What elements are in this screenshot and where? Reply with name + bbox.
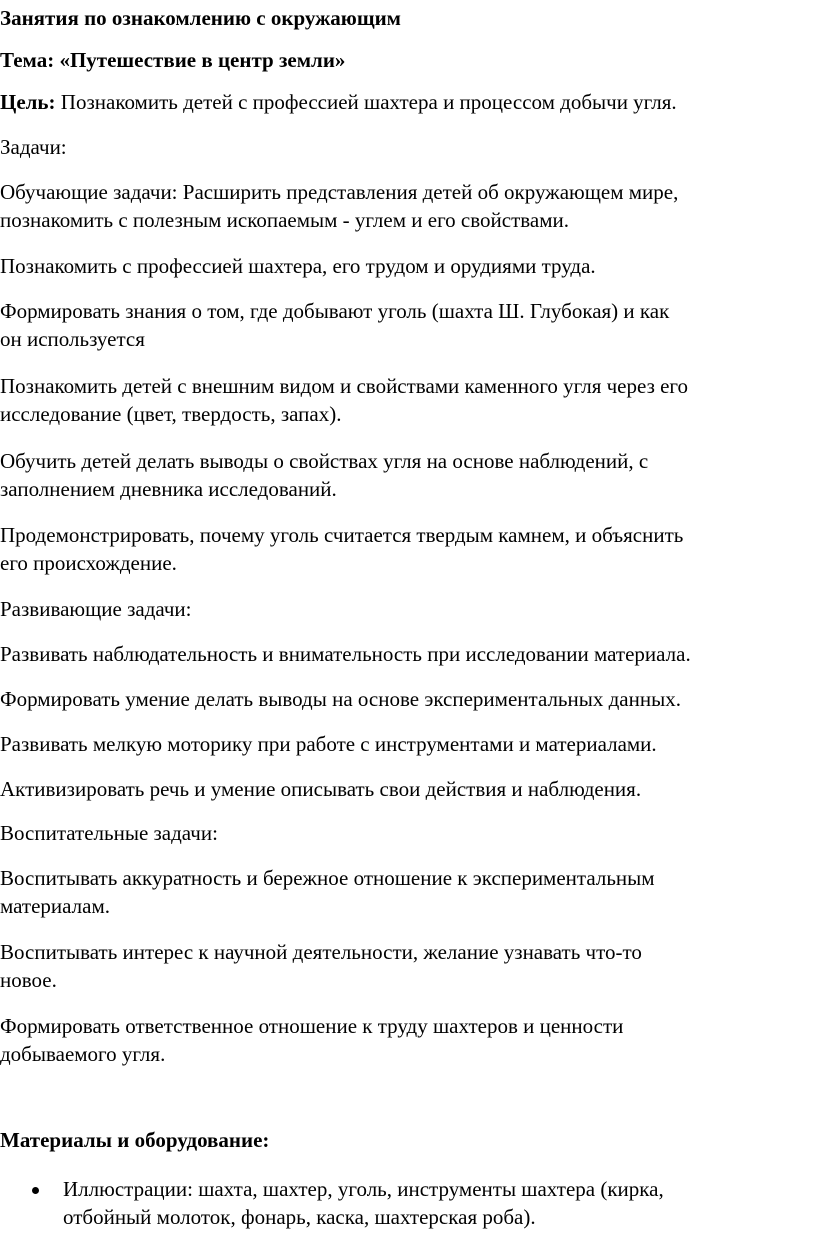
materials-item-1-line2: отбойный молоток, фонарь, каска, шахтерская роба). xyxy=(63,1205,536,1229)
tasks-label: Задачи: xyxy=(0,135,67,159)
teaching-item-2-line1: Формировать знания о том, где добывают уголь (шахта Ш. Глубокая) и как xyxy=(0,299,670,323)
developing-tasks-label: Развивающие задачи: xyxy=(0,597,192,621)
goal-value: Познакомить детей с профессией шахтера и процессом добычи угля. xyxy=(55,90,677,114)
teaching-item-4-line1: Обучить детей делать выводы о свойствах угля на основе наблюдений, с xyxy=(0,449,649,473)
developing-item-3: Развивать мелкую моторику при работе с инструментами и материалами. xyxy=(0,732,657,756)
developing-item-2: Формировать умение делать выводы на основе экспериментальных данных. xyxy=(0,687,681,711)
developing-item-4: Активизировать речь и умение описывать свои действия и наблюдения. xyxy=(0,777,642,801)
educational-tasks-label: Воспитательные задачи: xyxy=(0,821,218,845)
educational-item-3-line1: Формировать ответственное отношение к труду шахтеров и ценности xyxy=(0,1014,624,1038)
goal-label: Цель: xyxy=(0,90,56,114)
goal-line xyxy=(0,90,677,115)
bullet-icon xyxy=(32,1187,39,1194)
educational-item-3-line2: добываемого угля. xyxy=(0,1042,166,1066)
developing-item-1: Развивать наблюдательность и внимательность при исследовании материала. xyxy=(0,642,691,666)
educational-item-2-line2: новое. xyxy=(0,968,57,992)
theme-value: «Путешествие в центр земли» xyxy=(59,48,346,72)
teaching-item-3-line2: исследование (цвет, твердость, запах). xyxy=(0,402,342,426)
educational-item-1-line2: материалам. xyxy=(0,894,111,918)
teaching-item-5-line1: Продемонстрировать, почему уголь считается твердым камнем, и объяснить xyxy=(0,523,684,547)
teaching-item-1: Познакомить с профессией шахтера, его трудом и орудиями труда. xyxy=(0,254,596,278)
educational-item-2-line1: Воспитывать интерес к научной деятельности, желание узнавать что-то xyxy=(0,940,642,964)
document-title: Занятия по ознакомлению с окружающим xyxy=(0,6,401,30)
educational-item-1-line1: Воспитывать аккуратность и бережное отношение к экспериментальным xyxy=(0,866,655,890)
theme-label: Тема: xyxy=(0,48,55,72)
teaching-tasks-line1: Обучающие задачи: Расширить представления детей об окружающем мире, xyxy=(0,180,679,204)
teaching-item-3-line1: Познакомить детей с внешним видом и свойствами каменного угля через его xyxy=(0,374,689,398)
teaching-item-4-line2: заполнением дневника исследований. xyxy=(0,477,337,501)
theme-line xyxy=(0,48,345,73)
teaching-item-2-line2: он используется xyxy=(0,327,145,351)
teaching-item-5-line2: его происхождение. xyxy=(0,551,177,575)
teaching-tasks-line2: познакомить с полезным ископаемым - углем и его свойствами. xyxy=(0,208,569,232)
materials-heading: Материалы и оборудование: xyxy=(0,1128,270,1152)
materials-item-1-line1: Иллюстрации: шахта, шахтер, уголь, инструменты шахтера (кирка, xyxy=(63,1177,664,1201)
